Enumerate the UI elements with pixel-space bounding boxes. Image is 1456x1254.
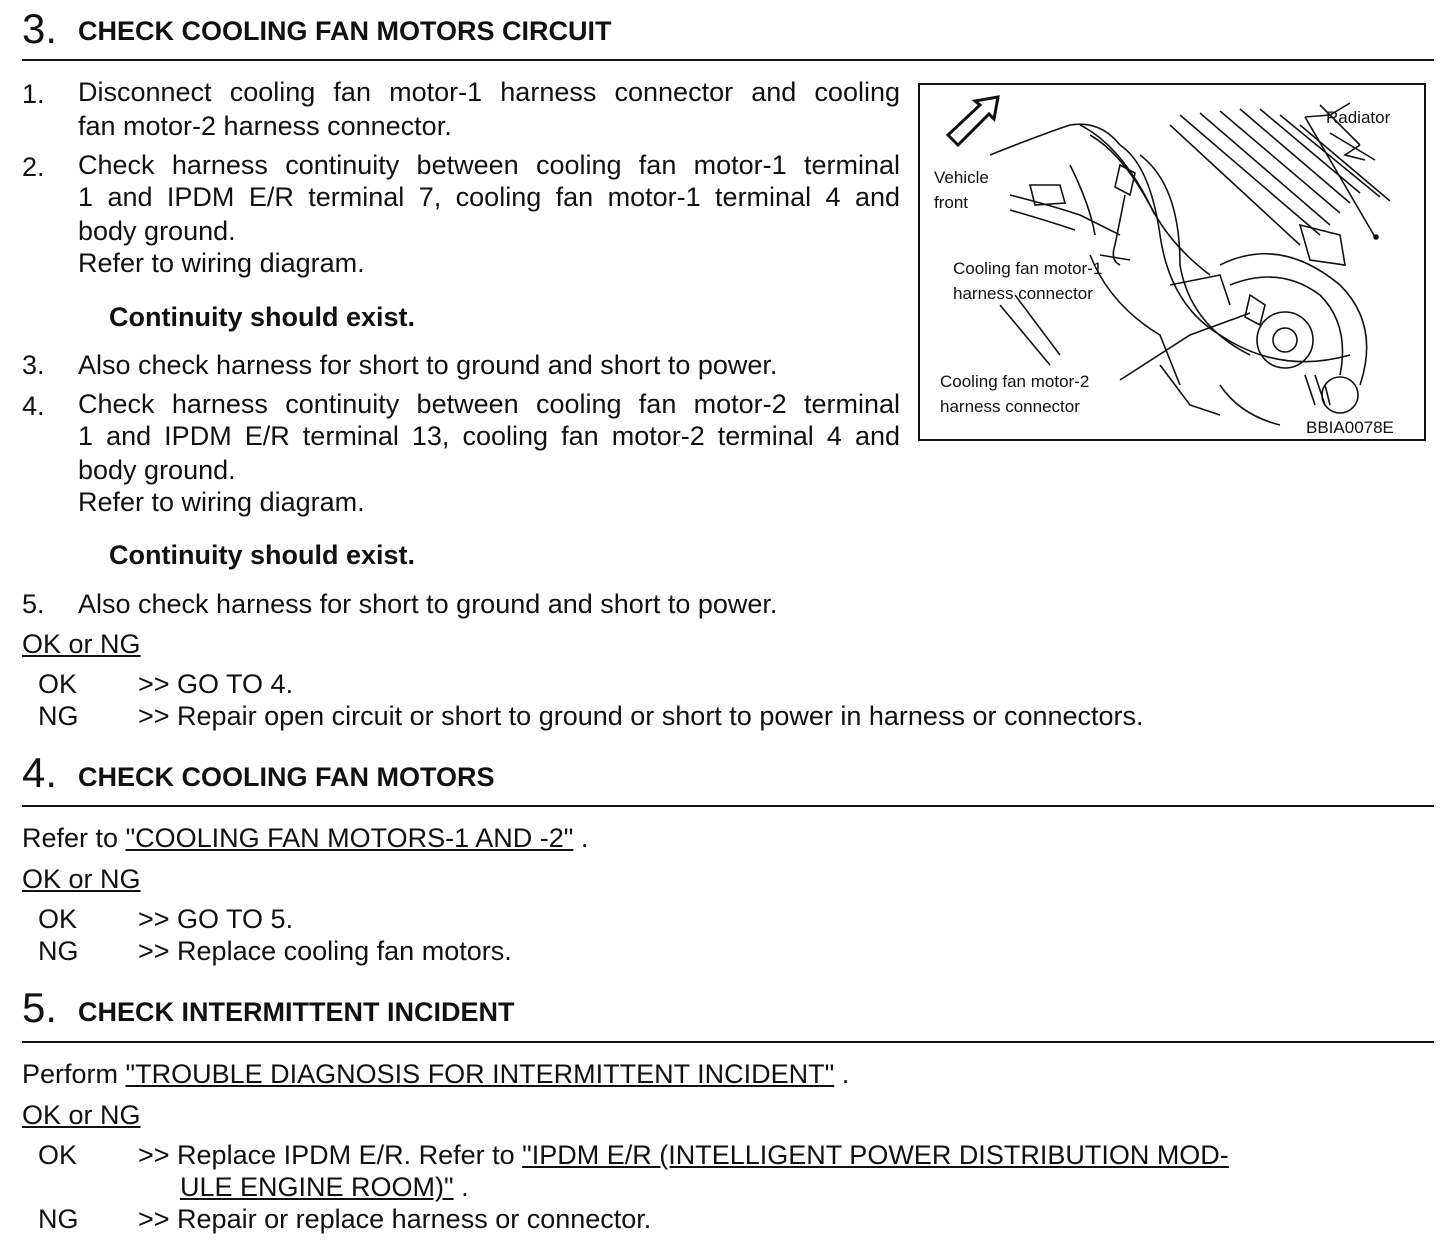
motor-1-connector-label-a: Cooling fan motor-1 [953, 259, 1103, 278]
step-3-number: 3. [22, 5, 58, 52]
ipdm-link-line-2[interactable]: ULE ENGINE ROOM)" [180, 1172, 454, 1202]
figure-code: BBIA0078E [1306, 418, 1394, 437]
step-3-ng-label: NG [38, 701, 79, 731]
step-5-divider [22, 1041, 1434, 1043]
cooling-fan-motors-link[interactable]: "COOLING FAN MOTORS-1 AND -2" [125, 823, 574, 853]
item-4-line-4: Refer to wiring diagram. [78, 487, 365, 517]
fan-motor-location-figure [918, 83, 1426, 441]
item-5-line-1: Also check harness for short to ground and short to power. [78, 589, 778, 619]
motor-1-connector-label-b: harness connector [953, 284, 1093, 303]
item-3-line-1: Also check harness for short to ground and short to power. [78, 350, 778, 380]
step-4-ok-action: >> GO TO 5. [138, 904, 294, 934]
step-5-title: CHECK INTERMITTENT INCIDENT [78, 997, 515, 1027]
item-4-line-1: Check harness continuity between cooling fan motor-2 terminal [78, 389, 900, 419]
item-3-number: 3. [22, 350, 45, 380]
step-4-divider [22, 805, 1434, 807]
item-2-line-2: 1 and IPDM E/R terminal 7, cooling fan motor-1 terminal 4 and [78, 182, 900, 212]
step-3-ng-action: >> Repair open circuit or short to ground or short to power in harness or connectors. [138, 701, 1144, 731]
motor-2-connector-label-a: Cooling fan motor-2 [940, 372, 1090, 391]
step-5-ng-action: >> Repair or replace harness or connector. [138, 1204, 652, 1234]
item-2-line-4: Refer to wiring diagram. [78, 248, 365, 278]
intermittent-incident-link[interactable]: "TROUBLE DIAGNOSIS FOR INTERMITTENT INCIDENT" [125, 1059, 835, 1089]
step-5-perform-prefix: Perform [22, 1059, 119, 1089]
step-4-ok-label: OK [38, 904, 78, 934]
step-4-refer-row [22, 825, 588, 852]
vehicle-label: Vehicle [934, 168, 989, 187]
step-3-divider [22, 59, 1434, 61]
step-5-ng-label: NG [38, 1204, 79, 1234]
item-2-line-1: Check harness continuity between cooling fan motor-1 terminal [78, 150, 900, 180]
step-4-ok-or-ng: OK or NG [22, 864, 141, 894]
item-2-line-3: body ground. [78, 216, 236, 246]
item-4-line-2: 1 and IPDM E/R terminal 13, cooling fan motor-2 terminal 4 and [78, 421, 900, 451]
step-4-ng-action: >> Replace cooling fan motors. [138, 936, 512, 966]
step-4-number: 4. [22, 749, 58, 796]
continuity-spec-1: Continuity should exist. [109, 302, 416, 332]
step-3-ok-action: >> GO TO 4. [138, 669, 294, 699]
step-4-refer-prefix: Refer to [22, 823, 119, 853]
item-1-line-2: fan motor-2 harness connector. [78, 111, 452, 141]
item-1-line-1: Disconnect cooling fan motor-1 harness connector and cooling [78, 77, 900, 107]
item-2-number: 2. [22, 152, 45, 182]
step-5-ok-or-ng: OK or NG [22, 1100, 141, 1130]
continuity-spec-2: Continuity should exist. [109, 540, 416, 570]
step-5-number: 5. [22, 984, 58, 1031]
item-5-number: 5. [22, 589, 45, 619]
step-3-ok-label: OK [38, 669, 78, 699]
item-1-number: 1. [22, 79, 45, 109]
item-4-number: 4. [22, 391, 45, 421]
step-3-ok-or-ng: OK or NG [22, 629, 141, 659]
step-5-perform-row [22, 1061, 849, 1088]
item-4-line-3: body ground. [78, 455, 236, 485]
step-5-ok-suffix: . [461, 1172, 469, 1202]
motor-2-connector-label-b: harness connector [940, 397, 1080, 416]
step-3-title: CHECK COOLING FAN MOTORS CIRCUIT [78, 16, 612, 46]
step-5-ok-label: OK [38, 1140, 78, 1170]
step-5-ok-action-prefix: >> Replace IPDM E/R. Refer to [138, 1140, 515, 1170]
radiator-label: Radiator [1326, 108, 1391, 127]
step-4-title: CHECK COOLING FAN MOTORS [78, 762, 495, 792]
step-5-ok-action-row [138, 1142, 1229, 1169]
step-5-perform-suffix: . [841, 1059, 850, 1089]
step-4-ng-label: NG [38, 936, 79, 966]
ipdm-link-line-1[interactable]: "IPDM E/R (INTELLIGENT POWER DISTRIBUTION MOD- [522, 1140, 1229, 1170]
front-label: front [934, 193, 969, 212]
step-5-ok-action-row-2 [180, 1174, 469, 1201]
step-4-refer-suffix: . [580, 823, 589, 853]
